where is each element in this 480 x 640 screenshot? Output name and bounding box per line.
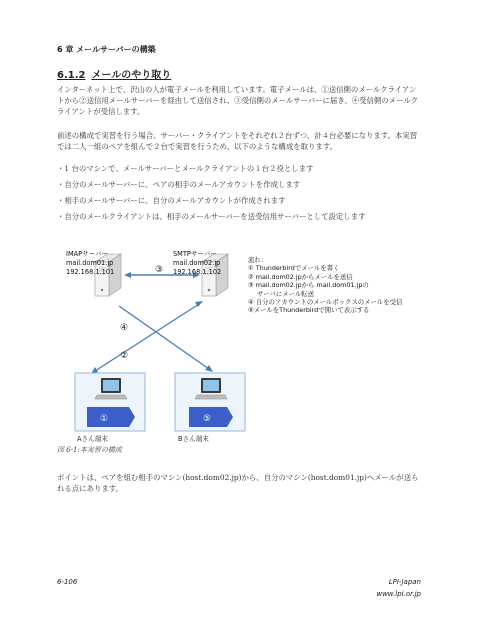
closing-paragraph: ポイントは、ペアを組む相手のマシン(host.dom02.jp)から、自分のマシン(host.dom01.jp)へメールが送られる点にあります。 [57,473,419,493]
chapter-header: 6 章 メールサーバーの構築 [57,45,156,54]
flow-step: ③ mail.dom02.jpから mail.dom01.jpの [248,281,369,290]
marker-3-label: ③ [155,265,164,275]
flow-step: ⑤メールをThunderbirdで開いて表示する [248,306,370,315]
flow-step: ② mail.dom02.jpからメールを送信 [248,272,353,281]
footer-brand: LPI-Japan [388,578,421,586]
section-heading [57,66,171,81]
smtp-ip: 192.168.1.102 [173,268,222,276]
imap-server-label [66,250,114,277]
flow-legend [248,256,402,315]
section-title: メールのやり取り [91,70,172,81]
flow-title: 流れ： [248,256,268,264]
list-item: ・相手のメールサーバーに、自分のメールアカウントが作成されます [57,196,286,205]
imap-title: IMAPサーバー [66,250,109,258]
list-item: ・自分のメールサーバーに、ペアの相手のメールアカウントを作成します [57,180,301,189]
smtp-server-label [173,250,221,277]
figure-caption: 図 6-1:本実習の構成 [57,446,122,454]
marker-1-label: ① [100,414,109,424]
imap-host: mail.dom01.jp [66,259,114,267]
intro-paragraph: インターネット上で、沢山の人が電子メールを利用しています。電子メールは、①送信側のメールクライアントから②送信用メールサーバーを経由して送信され、③受信側のメールサーバーに届き、④受信側のメールクライアントが受信します。 [57,85,418,116]
list-item: ・1 台のマシンで、メールサーバーとメールクライアントの１台２役とします [57,164,314,173]
bullet-list [57,161,423,225]
pc-a-label: Aさん端末 [77,435,108,443]
marker-1-box [87,407,135,427]
smtp-host: mail.dom02.jp [173,259,221,267]
marker-4-label: ④ [120,323,129,333]
section-number: 6.1.2 [57,70,86,81]
setup-paragraph: 前述の構成で実習を行う場合、サーバー・クライアントをそれぞれ２台ずつ、計４台必要になります。本実習では二人一組のペアを組んで２台で実習を行うため、以下のような構成を取ります。 [57,131,418,151]
pc-b-label: Bさん端末 [178,435,209,443]
flow-step: サーバにメール転送 [257,289,315,298]
smtp-title: SMTPサーバー [173,250,217,258]
imap-ip: 192.168.1.101 [66,268,115,276]
list-item: ・自分のメールクライアントは、相手のメールサーバーを送受信用サーバーとして設定します [57,212,366,221]
flow-step: ④ 自分のアカウントのメールボックスのメールを受信 [248,298,403,307]
marker-5-label: ⑤ [203,414,212,424]
footer-url: www.lpi.or.jp [376,590,421,598]
cross-arrows [91,301,213,374]
flow-step: ① Thunderbirdでメールを書く [248,264,340,273]
marker-2-label: ② [120,351,129,361]
page-number: 6-106 [57,578,78,586]
